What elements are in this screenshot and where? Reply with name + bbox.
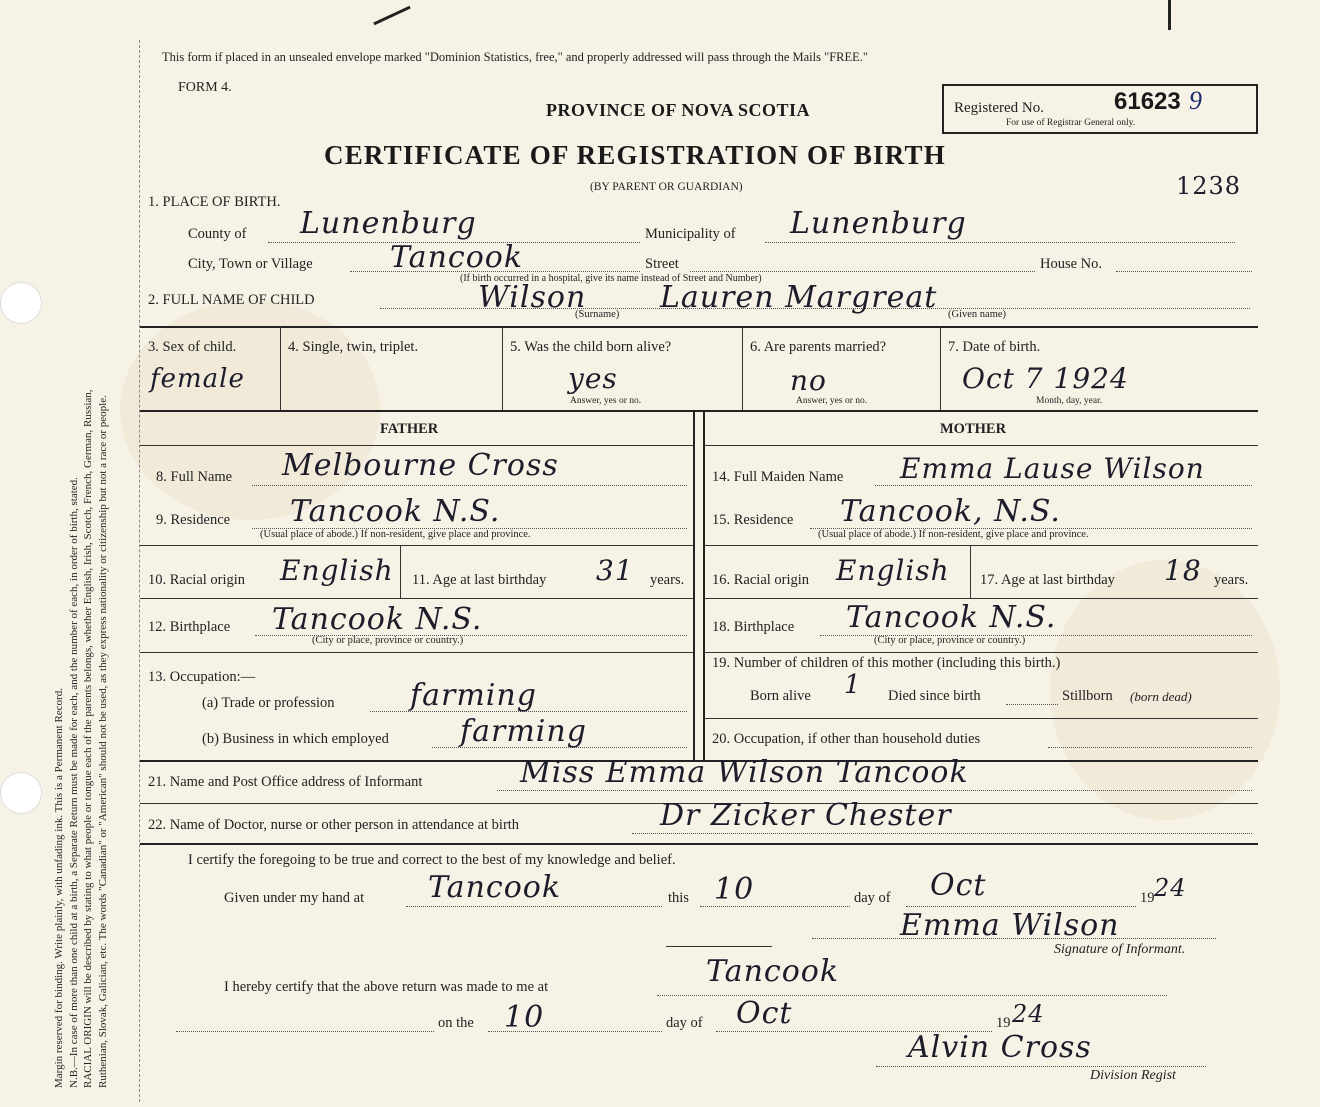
page-subtitle: (BY PARENT OR GUARDIAN) xyxy=(590,181,743,193)
father-racial-label: 10. Racial origin xyxy=(148,572,246,588)
informant-value: Miss Emma Wilson Tancook xyxy=(520,755,969,790)
stillborn-note: (born dead) xyxy=(1130,689,1192,704)
return-day-value: 10 xyxy=(504,1000,545,1035)
on-the-label: on the xyxy=(438,1015,474,1031)
registered-number-suffix: 9 xyxy=(1189,86,1202,115)
married-value: no xyxy=(790,364,827,397)
municipality-value: Lunenburg xyxy=(790,206,967,241)
father-birthplace-caption: (City or place, province or country.) xyxy=(312,635,464,646)
father-birthplace-value: Tancook N.S. xyxy=(272,602,483,637)
surname-caption: (Surname) xyxy=(575,309,620,320)
sex-value: female xyxy=(150,364,245,394)
mother-residence-caption: (Usual place of abode.) If non-resident, give place and province. xyxy=(818,529,1089,540)
return-year-prefix: 19 xyxy=(996,1015,1011,1031)
return-day-of-label: day of xyxy=(666,1015,703,1031)
father-trade-label: (a) Trade or profession xyxy=(202,695,335,711)
dob-label: 7. Date of birth. xyxy=(948,339,1041,355)
mother-name-value: Emma Lause Wilson xyxy=(900,452,1205,485)
stillborn-label: Stillborn xyxy=(1062,688,1113,704)
year-prefix: 19 xyxy=(1140,890,1155,906)
day-of-label: day of xyxy=(854,890,891,906)
binding-line xyxy=(139,40,140,1102)
registered-label: Registered No. xyxy=(954,100,1044,116)
mother-birthplace-label: 18. Birthplace xyxy=(712,619,795,635)
form-number: FORM 4. xyxy=(178,80,232,95)
father-name-value: Melbourne Cross xyxy=(282,448,559,483)
mail-notice: This form if placed in an unsealed envelope marked "Dominion Statistics, free," and properly addressed will pass through the Mails "FREE." xyxy=(162,50,869,64)
city-label: City, Town or Village xyxy=(188,256,313,272)
mother-age-label: 17. Age at last birthday xyxy=(980,572,1115,588)
given-name-caption: (Given name) xyxy=(948,309,1007,320)
certify-statement: I certify the foregoing to be true and correct to the best of my knowledge and belief. xyxy=(188,852,676,868)
registered-number: 61623 xyxy=(1114,88,1181,115)
handwritten-reference: 1238 xyxy=(1176,172,1242,200)
registered-number-box xyxy=(942,84,1258,134)
return-year-suffix: 24 xyxy=(1012,1000,1045,1028)
born-alive-value: yes xyxy=(568,362,618,395)
margin-line-2: N.B.—In case of more than one child at a birth, a Separate Return must be made for each, and the number of each, in order of birth, stated. xyxy=(67,477,80,1088)
given-place-value: Tancook xyxy=(428,870,561,905)
province-heading: PROVINCE OF NOVA SCOTIA xyxy=(546,100,811,120)
county-value: Lunenburg xyxy=(300,206,477,241)
return-place-value: Tancook xyxy=(706,954,839,989)
father-age-unit: years. xyxy=(650,572,685,588)
father-name-label: 8. Full Name xyxy=(156,469,233,485)
street-label: Street xyxy=(645,256,679,272)
born-alive-caption: Answer, yes or no. xyxy=(570,396,642,406)
child-surname: Wilson xyxy=(478,280,587,315)
father-age-value: 31 xyxy=(596,554,634,587)
margin-line-3: RACIAL ORIGIN will be described by stating to what people or tongue each of the parents belongs, whether English, Irish, Scotch, French, German, Russian, xyxy=(82,389,94,1088)
doctor-label: 22. Name of Doctor, nurse or other person in attendance at birth xyxy=(148,817,520,833)
born-alive-count: 1 xyxy=(844,670,862,700)
registrar-note: For use of Registrar General only. xyxy=(1006,118,1136,128)
registrar-signature: Alvin Cross xyxy=(908,1030,1092,1065)
given-month-value: Oct xyxy=(930,868,987,903)
informant-signature-caption: Signature of Informant. xyxy=(1054,942,1186,957)
registrar-caption: Division Regist xyxy=(1090,1068,1176,1083)
mother-heading: MOTHER xyxy=(940,421,1007,437)
place-of-birth-label: 1. PLACE OF BIRTH. xyxy=(148,194,281,210)
father-residence-label: 9. Residence xyxy=(156,512,231,528)
father-racial-value: English xyxy=(280,554,394,587)
county-label: County of xyxy=(188,226,247,242)
punch-hole xyxy=(0,282,42,324)
mother-residence-label: 15. Residence xyxy=(712,512,794,528)
ink-mark xyxy=(1168,0,1171,30)
doctor-value: Dr Zicker Chester xyxy=(660,798,952,833)
margin-instructions xyxy=(52,389,110,1088)
father-heading: FATHER xyxy=(380,421,439,437)
father-residence-value: Tancook N.S. xyxy=(290,494,501,529)
father-trade-value: farming xyxy=(410,678,537,713)
given-day-value: 10 xyxy=(714,872,755,907)
page-title: CERTIFICATE OF REGISTRATION OF BIRTH xyxy=(324,140,946,170)
born-alive-count-label: Born alive xyxy=(750,688,811,704)
informant-signature: Emma Wilson xyxy=(900,908,1120,943)
municipality-label: Municipality of xyxy=(645,226,736,242)
father-age-label: 11. Age at last birthday xyxy=(412,572,547,588)
given-under-label: Given under my hand at xyxy=(224,890,365,906)
plurality-label: 4. Single, twin, triplet. xyxy=(288,339,419,355)
mother-residence-value: Tancook, N.S. xyxy=(840,494,1061,529)
mother-occupation-label: 20. Occupation, if other than household duties xyxy=(712,731,981,747)
punch-hole xyxy=(0,772,42,814)
mother-racial-label: 16. Racial origin xyxy=(712,572,810,588)
ink-mark xyxy=(373,6,411,26)
married-caption: Answer, yes or no. xyxy=(796,396,868,406)
sex-label: 3. Sex of child. xyxy=(148,339,237,355)
margin-line-4: Ruthenian, Slovak, Galician, etc. The words "Canadian" or "American" should not be used, as they express nationality or citizenship but not a race or people. xyxy=(96,395,109,1088)
father-business-value: farming xyxy=(460,714,587,749)
hospital-note: (If birth occurred in a hospital, give its name instead of Street and Number) xyxy=(460,273,762,284)
mother-children-label: 19. Number of children of this mother (including this birth.) xyxy=(712,655,1061,671)
mother-age-unit: years. xyxy=(1214,572,1249,588)
child-name-label: 2. FULL NAME OF CHILD xyxy=(148,292,315,308)
mother-name-label: 14. Full Maiden Name xyxy=(712,469,844,485)
father-birthplace-label: 12. Birthplace xyxy=(148,619,231,635)
married-label: 6. Are parents married? xyxy=(750,339,887,355)
return-made-label: I hereby certify that the above return was made to me at xyxy=(224,979,549,995)
mother-birthplace-caption: (City or place, province or country.) xyxy=(874,635,1026,646)
city-value: Tancook xyxy=(390,240,523,275)
dob-caption: Month, day, year. xyxy=(1036,396,1103,406)
year-suffix: 24 xyxy=(1154,874,1187,902)
dob-value: Oct 7 1924 xyxy=(962,362,1129,395)
mother-birthplace-value: Tancook N.S. xyxy=(846,600,1057,635)
died-since-birth-label: Died since birth xyxy=(888,688,981,704)
mother-age-value: 18 xyxy=(1164,554,1202,587)
born-alive-label: 5. Was the child born alive? xyxy=(510,339,672,355)
informant-label: 21. Name and Post Office address of Informant xyxy=(148,774,423,790)
father-residence-caption: (Usual place of abode.) If non-resident, give place and province. xyxy=(260,529,531,540)
house-number-label: House No. xyxy=(1040,256,1103,272)
return-month-value: Oct xyxy=(736,996,793,1031)
mother-racial-value: English xyxy=(836,554,950,587)
this-label: this xyxy=(668,890,689,906)
father-occupation-label: 13. Occupation:— xyxy=(148,669,256,685)
margin-line-1: Margin reserved for binding. Write plainly, with unfading ink. This is a Permanent Record. xyxy=(53,688,65,1088)
father-business-label: (b) Business in which employed xyxy=(202,731,389,747)
child-given-name: Lauren Margreat xyxy=(660,280,938,315)
